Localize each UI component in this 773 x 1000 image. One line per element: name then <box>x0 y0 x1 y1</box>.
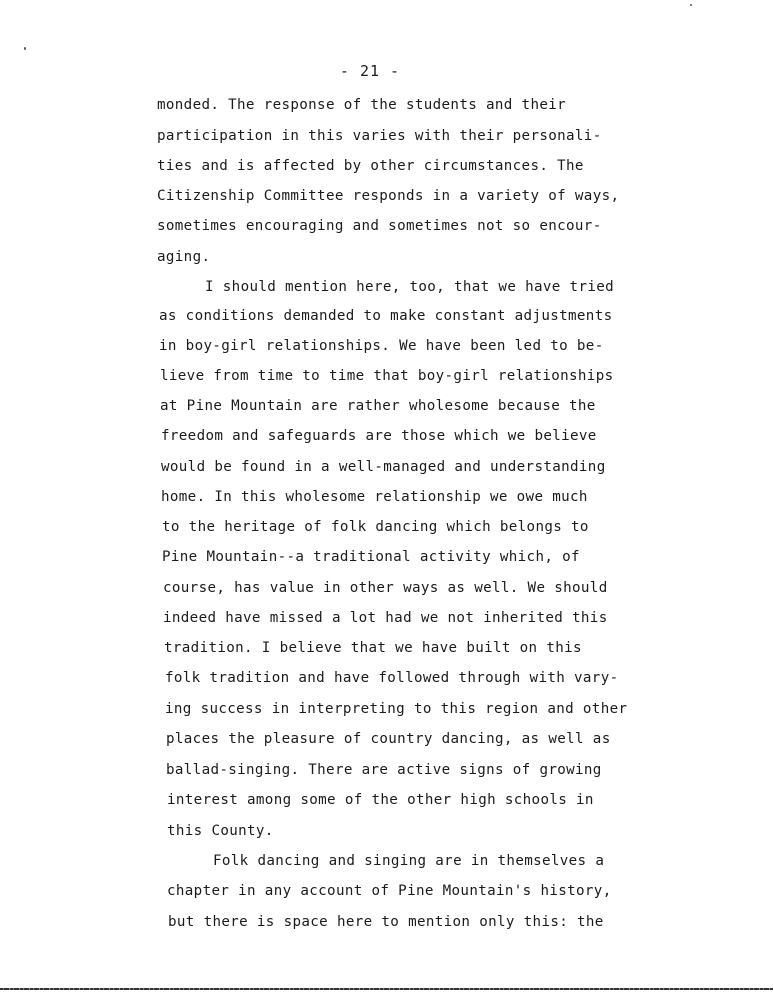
text-line: monded. The response of the students and their <box>157 97 567 113</box>
text-line: ing success in interpreting to this region and other <box>165 701 628 717</box>
text-line: in boy-girl relationships. We have been led to be- <box>159 338 604 354</box>
text-line: lieve from time to time that boy-girl relationships <box>160 368 614 384</box>
text-line: but there is space here to mention only this: the <box>168 914 604 930</box>
text-line: Folk dancing and singing are in themselves a <box>213 853 605 869</box>
text-line: freedom and safeguards are those which we believe <box>161 428 597 444</box>
text-line: folk tradition and have followed through with vary- <box>165 670 619 686</box>
scan-speck <box>690 4 692 6</box>
text-line: this County. <box>167 823 274 839</box>
text-line: course, has value in other ways as well. We should <box>163 580 608 596</box>
text-line: interest among some of the other high schools in <box>167 792 594 808</box>
text-line: participation in this varies with their personali- <box>157 128 602 144</box>
text-line: tradition. I believe that we have built on this <box>164 640 582 656</box>
text-line: aging. <box>157 249 211 265</box>
text-line: to the heritage of folk dancing which belongs to <box>162 519 589 535</box>
text-line: at Pine Mountain are rather wholesome because the <box>160 398 596 414</box>
text-line: places the pleasure of country dancing, as well as <box>166 731 611 747</box>
text-line: Citizenship Committee responds in a variety of ways, <box>157 188 620 204</box>
text-line: chapter in any account of Pine Mountain's history, <box>167 883 612 899</box>
scan-edge-rule <box>0 988 773 990</box>
text-line: sometimes encouraging and sometimes not so encour- <box>157 218 602 234</box>
scan-speck <box>24 47 26 50</box>
text-line: I should mention here, too, that we have tried <box>205 279 615 295</box>
text-line: indeed have missed a lot had we not inherited this <box>163 610 608 626</box>
text-line: ties and is affected by other circumstances. The <box>157 158 584 174</box>
text-line: Pine Mountain--a traditional activity which, of <box>162 549 580 565</box>
text-line: would be found in a well-managed and understanding <box>161 459 606 475</box>
text-line: ballad-singing. There are active signs of growing <box>166 762 602 778</box>
page-number: - 21 - <box>339 62 401 80</box>
text-line: as conditions demanded to make constant adjustments <box>159 308 613 324</box>
text-line: home. In this wholesome relationship we owe much <box>161 489 588 505</box>
